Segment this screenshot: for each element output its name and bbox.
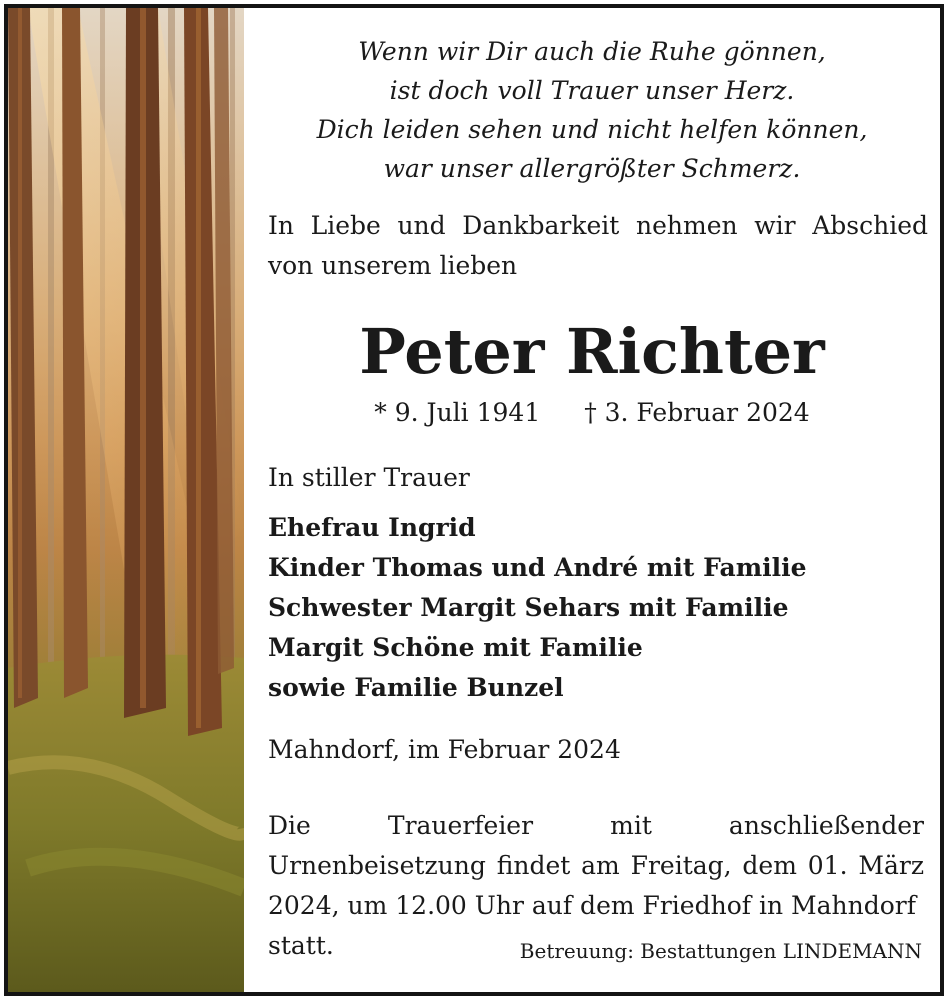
obituary-frame (4, 4, 944, 996)
obituary-text (244, 8, 940, 992)
ceremony-info-end: statt. (268, 931, 334, 960)
life-dates (244, 396, 940, 430)
poem-line: ist doch voll Trauer unser Herz. (389, 76, 795, 105)
funeral-home-credit: Betreuung: Bestattungen LINDEMANN (519, 939, 922, 963)
poem-line: Dich leiden sehen und nicht helfen können, (316, 115, 868, 144)
family-member: Kinder Thomas und André mit Familie (268, 553, 807, 582)
poem-line: war unser allergrößter Schmerz. (383, 154, 801, 183)
death-date: † 3. Februar 2024 (584, 398, 810, 427)
forest-image (8, 8, 244, 992)
birth-date: * 9. Juli 1941 (374, 398, 541, 427)
farewell-intro: In Liebe und Dankbarkeit nehmen wir Abschied von unserem lieben (268, 211, 928, 280)
forest-illustration (8, 8, 244, 992)
family-member: Ehefrau Ingrid (268, 513, 476, 542)
ceremony-info: Die Trauerfeier mit anschließender Urnenbeisetzung findet am Freitag, dem 01. März 2024, um 12.00 Uhr auf dem Friedhof in Mahndorf (268, 811, 924, 920)
family-list (268, 508, 807, 708)
mourning-label: In stiller Trauer (268, 463, 470, 492)
family-member: Margit Schöne mit Familie (268, 633, 643, 662)
poem (244, 32, 940, 188)
deceased-name: Peter Richter (359, 315, 825, 388)
poem-line: Wenn wir Dir auch die Ruhe gönnen, (358, 37, 826, 66)
family-member: Schwester Margit Sehars mit Familie (268, 593, 789, 622)
family-member: sowie Familie Bunzel (268, 673, 564, 702)
place-date: Mahndorf, im Februar 2024 (268, 735, 621, 764)
